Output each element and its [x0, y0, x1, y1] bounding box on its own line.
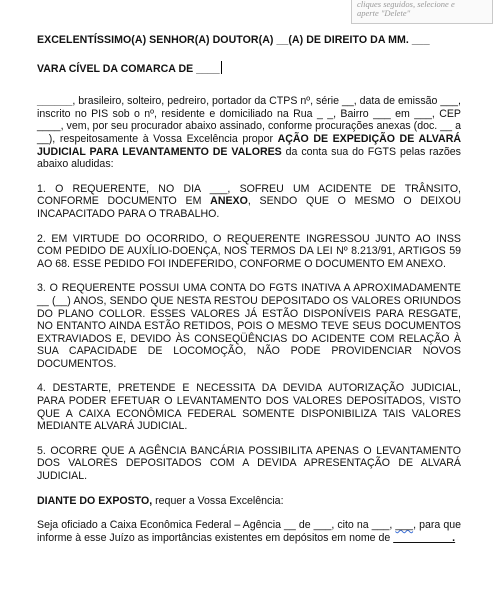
spellcheck-squiggle: ___ [395, 519, 414, 532]
item1-after: , SENDO QUE O MESMO O DEIXOU INCAPACITADO PARA O TRABALHO. [37, 195, 461, 220]
document-body[interactable] [37, 34, 461, 544]
tooltip-line-1: cliques seguidos, selecione e [357, 0, 455, 9]
intro-text-3: da conta sua do FGTS pelas razões abaixo aludidas: [37, 145, 461, 171]
seja-text-2: , para que informe à esse Juízo as importâncias existentes em depósitos em nome de [37, 519, 461, 544]
item1-bold: ANEXO [210, 195, 248, 208]
blank-name: ______ [37, 95, 73, 108]
document-heading-court [37, 61, 461, 76]
paragraph-seja [37, 519, 461, 544]
paragraph-item-2: 2. EM VIRTUDE DO OCORRIDO, O REQUERENTE INGRESSOU JUNTO AO INSS COM PEDIDO DE AUXÍLIO-DOENÇA, NOS TERMOS DA LEI Nº 8.213/91, ARTIGOS 59 AO 68. ESSE PEDIDO FOI INDEFERIDO, CONFORME O DOCUMENTO EM ANEXO. [37, 232, 461, 270]
text-cursor [221, 61, 222, 74]
blank-end: __________. [393, 531, 456, 544]
paragraph-item-4: 4. DESTARTE, PRETENDE E NECESSITA DA DEVIDA AUTORIZAÇÃO JUDICIAL, PARA PODER EFETUAR O LEVANTAMENTO DOS VALORES DEPOSITADOS, VISTO QUE A CAIXA ECONÔMICA FEDERAL SOMENTE DISPONIBILIZA TAIS VALORES MEDIANTE ALVARÁ JUDICIAL. [37, 382, 461, 433]
paragraph-item-5: 5. OCORRE QUE A AGÊNCIA BANCÁRIA POSSIBILITA APENAS O LEVANTAMENTO DOS VALORES DEPOSITADOS COM A DEVIDA APRESENTAÇÃO DE ALVARÁ JUDICIAL. [37, 444, 461, 483]
item1-before: 1. O REQUERENTE, NO DIA ___, SOFREU UM ACIDENTE DE TRÂNSITO, CONFORME DOCUMENTO EM [37, 182, 461, 208]
tooltip-hint [351, 0, 493, 24]
tooltip-line-2: aperte "Delete" [357, 8, 411, 18]
diante-text: requer a Vossa Excelência: [152, 494, 284, 507]
intro-text-1: , brasileiro, solteiro, pedreiro, portador da CTPS nº, série __, data de emissão ___, inscrito no PIS sob o nº, residente e domiciliado na Rua [37, 95, 461, 120]
action-title: AÇÃO DE EXPEDIÇÃO DE ALVARÁ JUDICIAL PARA LEVANTAMENTO DE VALORES [37, 132, 462, 158]
heading-court-text: VARA CÍVEL DA COMARCA DE ____ [37, 62, 220, 75]
seja-text-1: Seja oficiado a Caixa Econômica Federal – Agência __ de ___, cito na ___, [37, 519, 396, 532]
blank-street: _ _ [316, 107, 334, 120]
document-heading-addressee [37, 34, 461, 47]
paragraph-intro [37, 95, 461, 171]
diante-bold: DIANTE DO EXPOSTO, [37, 494, 153, 507]
paragraph-diante [37, 495, 461, 508]
paragraph-item-3: 3. O REQUERENTE POSSUI UMA CONTA DO FGTS INATIVA A APROXIMADAMENTE __ (__) ANOS, SENDO QUE NESTA RESTOU DEPOSITADO OS VALORES ORIUNDOS DO PLANO COLLOR. ESSES VALORES JÁ ESTÃO DISPONÍVEIS PARA RESGATE, NO ENTANTO AINDA ESTÃO RETIDOS, POIS O MESMO TEVE SEUS DOCUMENTOS EXTRAVIADOS E, DEVIDO ÀS CONSEQÜÊNCIAS DO ACIDENTE COM RELAÇÃO À SUA CAPACIDADE DE LOCOMOÇÃO, NÃO PODE PROVIDENCIAR NOVOS DOCUMENTOS. [37, 282, 461, 370]
heading-addressee-text: EXCELENTÍSSIMO(A) SENHOR(A) DOUTOR(A) __(A) DE DIREITO DA MM. ___ [37, 34, 430, 46]
intro-text-2: , Bairro ___ em ___, CEP ____, vem, por seu procurador abaixo assinado, conforme procurações anexas (doc. __ a __), respeitosamente à Vossa Excelência propor [37, 107, 461, 145]
paragraph-item-1 [37, 183, 461, 221]
